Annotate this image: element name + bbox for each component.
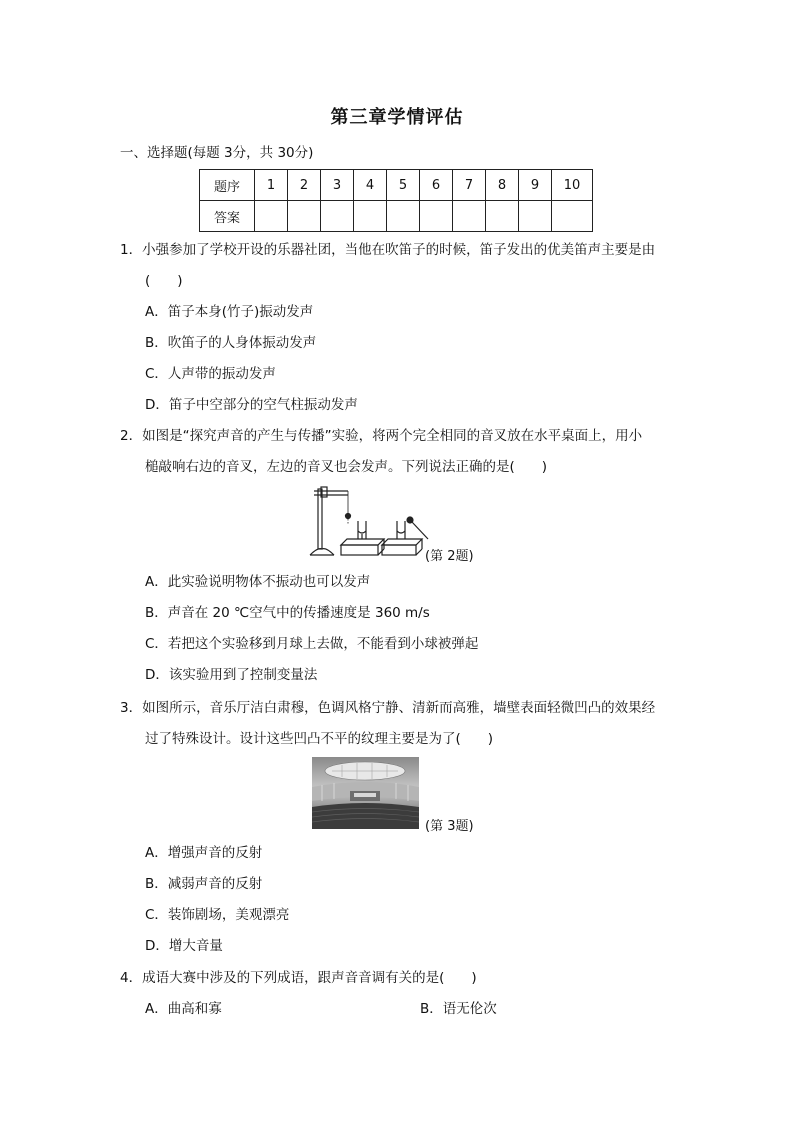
question-number: 10 (552, 170, 593, 201)
answer-cell[interactable] (420, 201, 453, 232)
section-heading: 一、选择题(每题 3分，共 30分) (120, 145, 314, 161)
mallet-handle (412, 522, 428, 539)
question-3-option-c: C．装饰剧场，美观漂亮 (145, 907, 290, 923)
figure-3-caption: (第 3题) (425, 819, 474, 834)
question-number: 1 (255, 170, 288, 201)
question-4-option-a: A．曲高和寡 (145, 1001, 222, 1017)
answer-cell[interactable] (387, 201, 420, 232)
concert-hall-photo (312, 757, 419, 829)
question-4-stem: 4．成语大赛中涉及的下列成语，跟声音音调有关的是( ) (120, 970, 477, 986)
question-number: 4 (354, 170, 387, 201)
answer-cell[interactable] (288, 201, 321, 232)
question-1-stem: 1．小强参加了学校开设的乐器社团，当他在吹笛子的时候，笛子发出的优美笛声主要是由 (120, 242, 656, 258)
question-1-option-b: B．吹笛子的人身体振动发声 (145, 335, 317, 351)
answer-cell[interactable] (453, 201, 486, 232)
table-row (200, 170, 593, 201)
question-number: 9 (519, 170, 552, 201)
question-number: 2 (288, 170, 321, 201)
question-3-option-d: D．增大音量 (145, 938, 223, 954)
question-3-option-b: B．减弱声音的反射 (145, 876, 263, 892)
answer-cell[interactable] (486, 201, 519, 232)
question-2-stem-cont: 槌敲响右边的音叉，左边的音叉也会发声。下列说法正确的是( ) (145, 459, 548, 475)
row-label-number: 题序 (200, 170, 255, 201)
row-label-answer: 答案 (200, 201, 255, 232)
question-1-option-c: C．人声带的振动发声 (145, 366, 276, 382)
question-1-stem-cont: ( ) (145, 273, 183, 289)
question-3-stem-cont: 过了特殊设计。设计这些凹凸不平的纹理主要是为了( ) (145, 731, 494, 747)
answer-cell[interactable] (321, 201, 354, 232)
question-2-option-d: D．该实验用到了控制变量法 (145, 667, 318, 683)
tuning-fork-apparatus-figure (308, 483, 430, 563)
pith-ball (346, 514, 351, 519)
question-3-option-a: A．增强声音的反射 (145, 845, 263, 861)
table-row (200, 201, 593, 232)
question-number: 5 (387, 170, 420, 201)
question-number: 8 (486, 170, 519, 201)
question-1-option-d: D．笛子中空部分的空气柱振动发声 (145, 397, 358, 413)
figure-2-caption: (第 2题) (425, 549, 474, 564)
question-3-stem: 3．如图所示，音乐厅洁白肃穆，色调风格宁静、清新而高雅，墙壁表面轻微凹凸的效果经 (120, 700, 656, 716)
page-title: 第三章学情评估 (330, 107, 464, 128)
question-number: 6 (420, 170, 453, 201)
question-number: 3 (321, 170, 354, 201)
answer-cell[interactable] (255, 201, 288, 232)
answer-cell[interactable] (552, 201, 593, 232)
question-number: 7 (453, 170, 486, 201)
answer-table (199, 169, 593, 232)
question-2-option-c: C．若把这个实验移到月球上去做，不能看到小球被弹起 (145, 636, 479, 652)
question-2-option-a: A．此实验说明物体不振动也可以发声 (145, 574, 371, 590)
question-2-option-b: B．声音在 20 ℃空气中的传播速度是 360 m/s (145, 605, 430, 621)
question-2-stem: 2．如图是“探究声音的产生与传播”实验，将两个完全相同的音叉放在水平桌面上，用小 (120, 428, 643, 444)
answer-cell[interactable] (519, 201, 552, 232)
question-1-option-a: A．笛子本身(竹子)振动发声 (145, 304, 314, 320)
question-4-option-b: B．语无伦次 (420, 1001, 497, 1017)
stand-pole (318, 489, 322, 549)
answer-cell[interactable] (354, 201, 387, 232)
